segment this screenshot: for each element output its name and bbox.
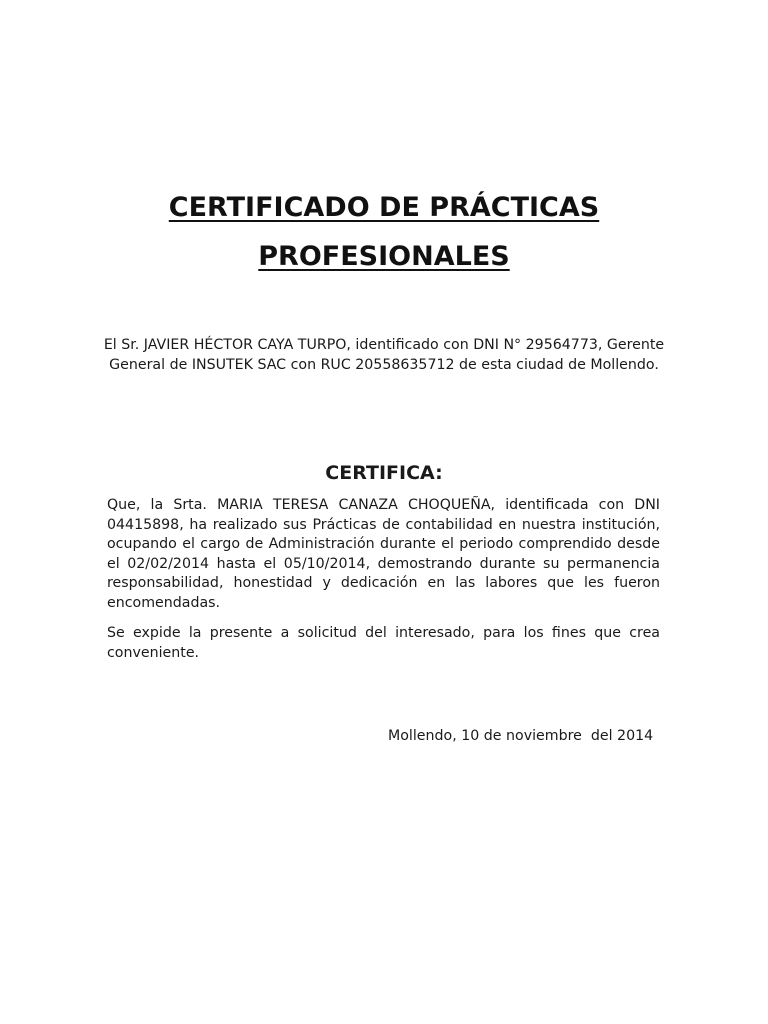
document-title-line-2: PROFESIONALES (258, 241, 510, 272)
document-title-line-1: CERTIFICADO DE PRÁCTICAS (168, 192, 600, 223)
body-paragraph-issuance: Se expide la presente a solicitud del interesado, para los fines que crea conveniente. (107, 625, 660, 661)
intro-paragraph: El Sr. JAVIER HÉCTOR CAYA TURPO, identificado con DNI N° 29564773, Gerente General de INSUTEK SAC con RUC 20558635712 de esta ciudad de Mollendo. (103, 337, 665, 373)
body-paragraph-certification: Que, la Srta. MARIA TERESA CANAZA CHOQUEÑA, identificada con DNI 04415898, ha realizado sus Prácticas de contabilidad en nuestra institución, ocupando el cargo de Administración durante el periodo comprendido desde el 02/02/2014 hasta el 05/10/2014, demostrando durante su permanencia responsabilidad, honestidad y dedicación en las labores que les fueron encomendadas. (107, 497, 660, 611)
place-date-line: Mollendo, 10 de noviembre del 2014 (388, 728, 654, 744)
certifica-heading: CERTIFICA: (325, 462, 443, 484)
